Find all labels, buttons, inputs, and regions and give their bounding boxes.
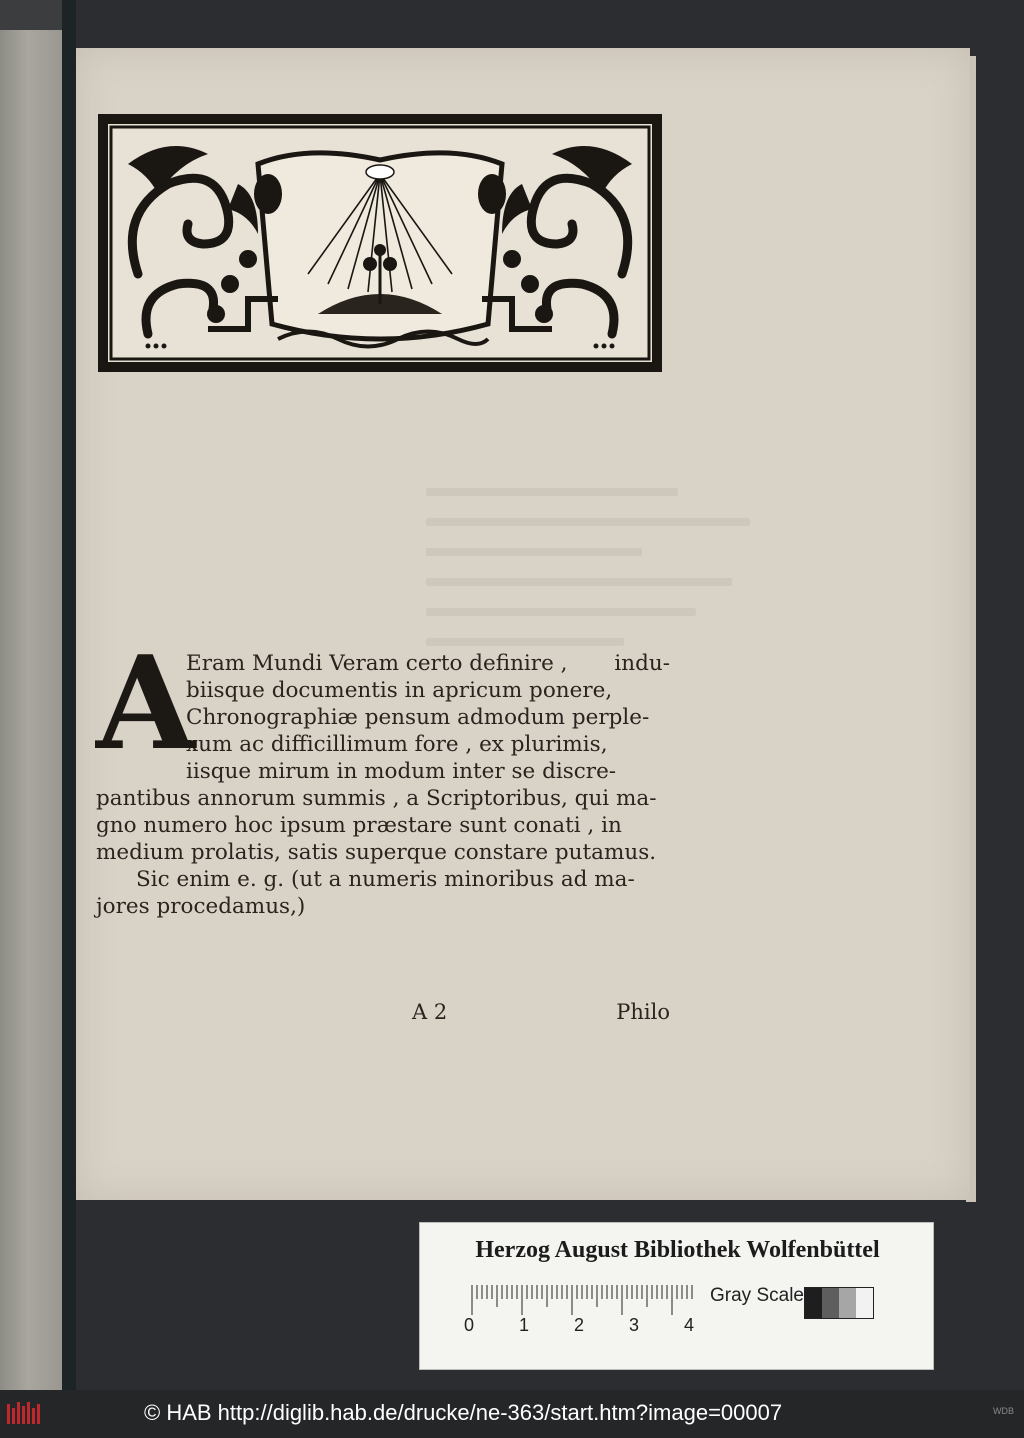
woodcut-headpiece-ornament [98, 114, 662, 372]
text-line: gno numero hoc ipsum præstare sunt conati , in [96, 813, 622, 838]
library-name: Herzog August Bibliothek Wolfenbüttel [475, 1237, 880, 1263]
ruler-number: 4 [684, 1315, 695, 1335]
text-line: iisque mirum in modum inter se discre- [186, 759, 617, 784]
cm-ruler [470, 1283, 700, 1317]
body-text [96, 629, 670, 920]
gray-swatch [856, 1288, 873, 1318]
left-page-top-shadow [0, 0, 70, 30]
gray-swatch [839, 1288, 856, 1318]
wdb-tag: WDB [993, 1406, 1014, 1416]
gray-scale-swatches [804, 1287, 874, 1319]
gray-swatch [822, 1288, 839, 1318]
copyright-url[interactable]: © HAB http://diglib.hab.de/drucke/ne-363/start.htm?image=00007 [144, 1400, 783, 1425]
ruler-number: 0 [464, 1315, 475, 1335]
page-footer-marks [96, 1000, 670, 1030]
text-line: Chronographiæ pensum admodum perple- [186, 705, 650, 730]
ruler-number: 3 [629, 1315, 640, 1335]
gray-swatch [805, 1288, 822, 1318]
ruler-number: 1 [519, 1315, 530, 1335]
text-line: pantibus annorum summis , a Scriptoribus, qui ma- [96, 786, 657, 811]
book-gutter [62, 0, 76, 1390]
text-line: Sic enim e. g. (ut a numeris minoribus ad ma- [136, 867, 635, 892]
catchword: Philo [616, 1000, 670, 1024]
text-line: Eram Mundi Veram certo definire , indu- [186, 651, 670, 676]
library-color-card [419, 1222, 934, 1370]
drop-cap: A [96, 629, 196, 779]
text-line: jores procedamus,) [96, 894, 306, 919]
ruler-number: 2 [574, 1315, 585, 1335]
viewer-footer-bar [0, 1390, 1024, 1438]
text-line: medium prolatis, satis superque constare putamus. [96, 840, 657, 865]
facing-page-edge [0, 30, 70, 1390]
text-line: xum ac difficillimum fore , ex plurimis, [186, 732, 608, 757]
text-line: biisque documentis in apricum ponere, [186, 678, 613, 703]
hab-logo-icon [6, 1400, 44, 1428]
gray-scale-label: Gray Scale [710, 1285, 804, 1306]
ornament-drawing [108, 124, 652, 362]
signature-mark: A 2 [412, 1000, 448, 1024]
